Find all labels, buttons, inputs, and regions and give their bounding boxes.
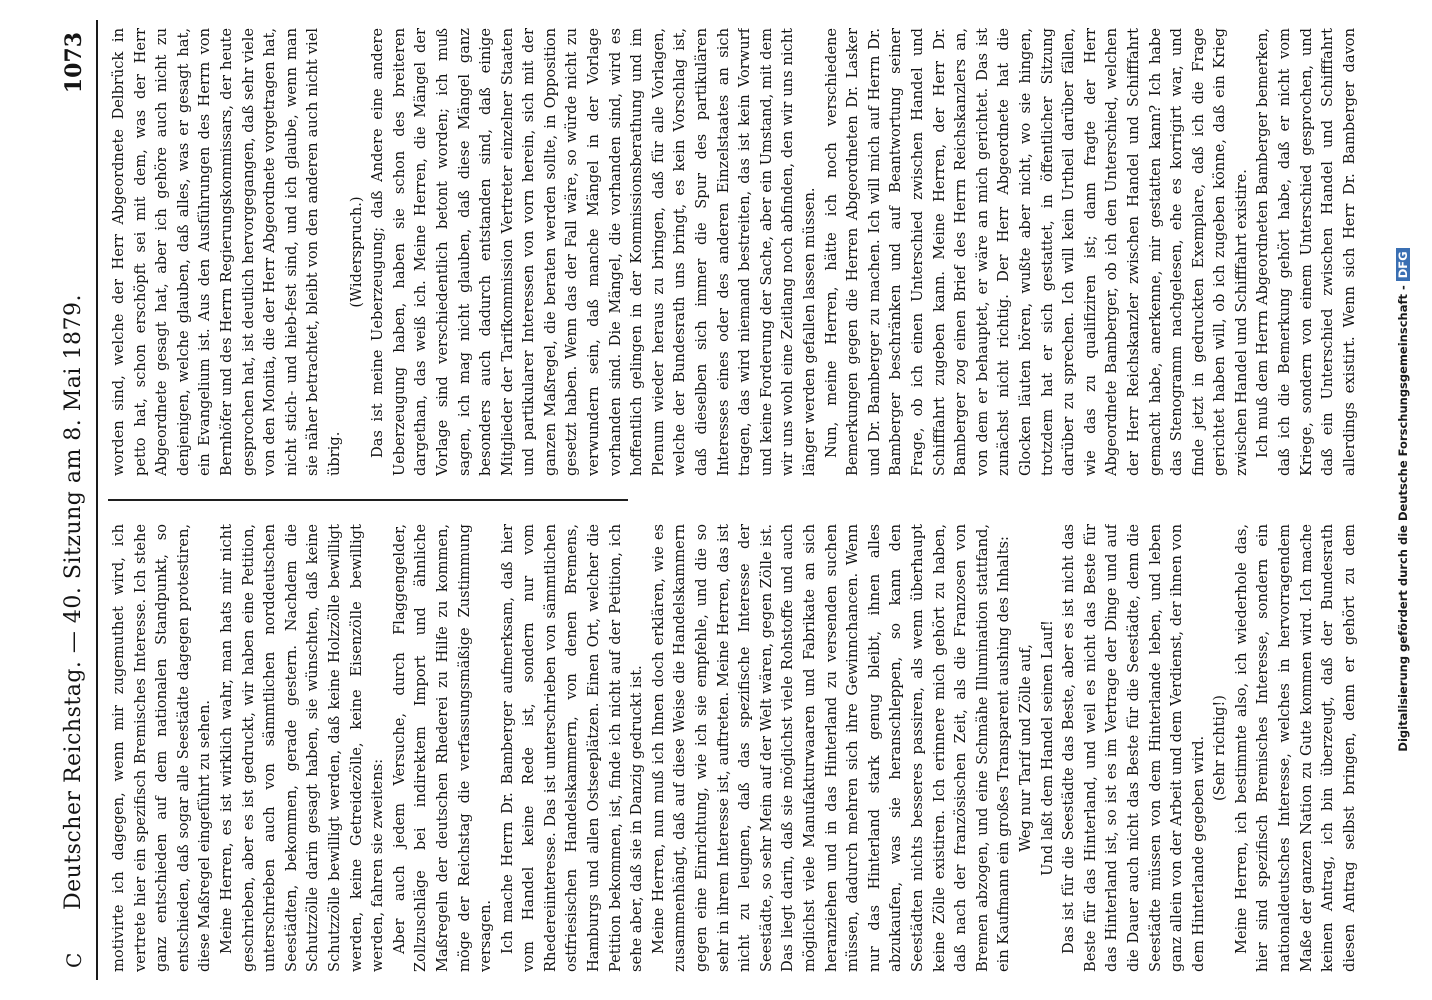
text-column-right bbox=[108, 28, 1363, 476]
dfg-logo: DFG bbox=[1396, 248, 1410, 281]
paragraph: (Widerspruch.) bbox=[347, 196, 365, 308]
digitization-credit bbox=[1396, 20, 1414, 980]
paragraph: Das ist für die Seestädte das Beste, aber es ist nicht das Beste für das Hinterland, und weil es nicht das Beste für das Hinterland ist, so ist es im Vertrage der Dinge und auf die Dauer auch nicht das Beste für die Seestädte, denn die Seestädte müssen von dem Hinterlande leben, und leben ganz allein von der Arbeit und dem Verdienst, der ihnen von dem Hinterlande gegeben wird. bbox=[1060, 524, 1207, 972]
paragraph: Ich mache Herrn Dr. Bamberger aufmerksam, daß hier vom Handel keine Rede ist, sondern nur vom Rhedereiinteresse. Das ist unterschrieben von sämmtlichen ostfriesischen Handelskammern, von denen Bremens, Hamburgs und allen Ostseeplätzen. Einen Ort, welcher die Petition bekommen, ist, finde ich nicht auf der Petition, ich sehe aber, daß sie in Danzig gedruckt ist. bbox=[498, 524, 646, 972]
paragraph: Und laßt dem Handel seinen Lauf! bbox=[1038, 620, 1056, 876]
paragraph: Meine Herren, nun muß ich Ihnen doch erklären, wie es zusammenhängt, daß auf diese Weise die Handelskammern gegen eine Einrichtung, wie ich sie empfehle, und die so sehr in ihrem Interesse ist, auftreten. Meine Herren, das ist nicht zu leugnen, daß das spezifische Interesse der Seestädte, so sehr Mein auf der Welt wären, gegen Zölle ist. Das liegt darin, daß sie möglichst viele Rohstoffe und auch möglichst viele Manufakturwaaren und Fabrikate an sich heranziehen und in das Hinterland zu versenden suchen müssen, dadurch mehren sich ihre Gewinnchancen. Wenn nur das Hinterland stark genug bleibt, ihnen alles abzukaufen, was sie heranschleppen, so kann den Seestädten nichts besseres passiren, als wenn überhaupt keine Zölle existiren. Ich erinnere mich gehört zu haben, daß nach der französischen Zeit, als die Franzosen von Bremen abzogen, und eine Schmähe Illumination stattfand, ein Kaufmann ein großes Transparent aushing des Inhalts: bbox=[649, 524, 1013, 972]
header-rule bbox=[96, 20, 98, 980]
paragraph: Aber auch jedem Versuche, durch Flaggengelder, Zollzuschläge bei indirektem Import und ähnliche Maßregeln der deutschen Rhederei zu Hilfe zu kommen, möge der Reichstag die verfassungsmäßige Zustimmung versagen. bbox=[390, 524, 495, 972]
paragraph: Meine Herren, ich bestimmte also, ich wiederhole das, hier sind spezifisch Bremisches Interesse, sondern ein nationaldeutsches Interesse, welches in hervorragendem Maße der ganzen Nation zu Gute kommen wird. Ich mache keinen Antrag, ich bin überzeugt, daß der Bundesrath diesen Antrag selbst bringen, denn er gehört zu dem bbox=[1232, 524, 1358, 972]
paragraph: Nun, meine Herren, hätte ich noch verschiedene Bemerkungen gegen die Herren Abgeordneten Dr. Lasker und Dr. Bamberger zu machen. Ich will mich auf Herrn Dr. Bamberger beschränken und auf Beantwortung seiner Frage, ob ich einen Unterschied zwischen Handel und Schifffahrt zugeben kann. Meine Herren, der Herr Dr. Bamberger zog einen Brief des Herrn Reichskanzlers an, von dem er behauptet, er wäre an mich gerichtet. Das ist zunächst nicht richtig. Der Herr Abgeordnete hat die Glocken läuten hören, wußte aber nicht, wo sie hingen, trotzdem hat er sich gestattet, in öffentlicher Sitzung darüber zu sprechen. Ich will kein Urtheil darüber fällen, wie das zu qualifiziren ist; dann fragte der Herr Abgeordnete Bamberger, ob ich den Unterschied, welchen der Herr Reichskanzler zwischen Handel und Schifffahrt gemacht habe, anerkenne, mir gestatten kann? Ich habe das Stenogramm nachgelesen, ehe es korrigirt war, und finde jetzt in gedruckten Exemplare, daß ich die Frage gerichtet haben will, ob ich zugeben könne, daß ein Krieg zwischen Handel und Schifffahrt existire. bbox=[822, 28, 1250, 476]
paragraph: Das ist meine Ueberzeugung; daß Andere eine andere Ueberzeugung haben, haben sie schon des breiteren dargethan, das weiß ich. Meine Herren, die Mängel der Vorlage sind verschiedentlich betont worden; ich muß sagen, ich mag nicht glauben, daß diese Mängel ganz besonders auch dadurch entstanden sind, daß einige Mitglieder der Tarifkommission Vertreter einzelner Staaten und partikularer Interessen von vorn herein, sich mit der ganzen Maßregel, die beraten werden sollte, in Opposition gesetzt haben. Wenn das der Fall wäre, so würde nicht zu verwundern sein, daß manche Mängel in der Vorlage vorhanden sind. Die Mängel, die vorhanden sind, wird es hoffentlich gelingen in der Kommissionsberathung und im Plenum wieder heraus zu bringen, daß für alle Vorlagen, welche der Bundesrath uns bringt, es kein Vorschlag ist, daß dieselben sich immer die Spur des partikulären Interesses eines oder des anderen Einzelstaates an sich tragen, das wird niemand bestreiten, das ist kein Vorwurf und keine Forderung der Sache, aber ein Umstand, mit dem wir uns wohl eine Zeitlang noch abfinden, den wir uns nicht länger werden gefallen lassen müssen. bbox=[369, 28, 818, 476]
running-header bbox=[54, 20, 94, 980]
paragraph: worden sind, welche der Herr Abgeordnete Delbrück in petto hat, schon erschöpft sei mit dem, was der Herr Abgeordnete gesagt hat, aber ich gehöre auch nicht zu denjenigen, welche glauben, daß alles, was er gesagt hat, ein Evangelium ist. Aus den Ausführungen des Herrn von Bernhöfer und des Herrn Regierungskommissars, der heute gesprochen hat, ist deutlich hervorgegangen, daß sehr viele von den Monita, die der Herr Abgeordnete vorgetragen hat, nicht stich- und hieb-fest sind, und ich glaube, wenn man sie näher betrachtet, bleibt von den anderen auch nicht viel übrig. bbox=[110, 28, 343, 476]
text-column-left bbox=[108, 524, 1363, 972]
rotated-page-content bbox=[50, 0, 1380, 1000]
header-mark: C bbox=[62, 952, 86, 968]
credit-text: Digitalisierung gefördert durch die Deutsche Forschungsgemeinschaft - bbox=[1396, 285, 1410, 752]
header-title: Deutscher Reichstag. — 40. Sitzung am 8. Mai 1879. bbox=[61, 294, 86, 910]
paragraph: Meine Herren, es ist wirklich wahr, man hats mir nicht geschrieben, aber es ist gedruckt, wir haben eine Petition, unterschrieben auch von sämmtlichen norddeutschen Seestädten, bekommen, gerade gestern. Nachdem die Schutzzölle darin gesagt haben, sie wünschten, daß keine Schutzzölle bewilligt werden, daß keine Holzzölle bewilligt werden, keine Getreidezölle, keine Eisenzölle bewilligt werden, fahren sie zweitens: bbox=[217, 524, 387, 972]
paragraph: Ich muß dem Herrn Abgeordneten Bamberger bemerken, daß ich die Bemerkung gehört habe, daß er nicht vom Kriege, sondern von einem Unterschied gesprochen, und daß ein Unterschied zwischen Handel und Schifffahrt allerdings existirt. Wenn sich Herr Dr. Bamberger davon bbox=[1254, 28, 1358, 476]
page-number: 1073 bbox=[61, 32, 87, 94]
column-divider bbox=[108, 499, 628, 501]
paragraph: (Sehr richtig!) bbox=[1211, 695, 1229, 801]
paragraph: motivirte ich dagegen, wenn mir zugemuthet wird, ich vertrete hier ein spezifisch Bremisches Interesse. Ich stehe ganz entschieden auf dem nationalen Standpunkt, so entschieden, daß sogar alle Seestädte dagegen protestiren, diese Maßregel eingeführt zu sehen. bbox=[110, 524, 214, 972]
paragraph: Weg nur Tarif und Zölle auf, bbox=[1016, 644, 1034, 852]
